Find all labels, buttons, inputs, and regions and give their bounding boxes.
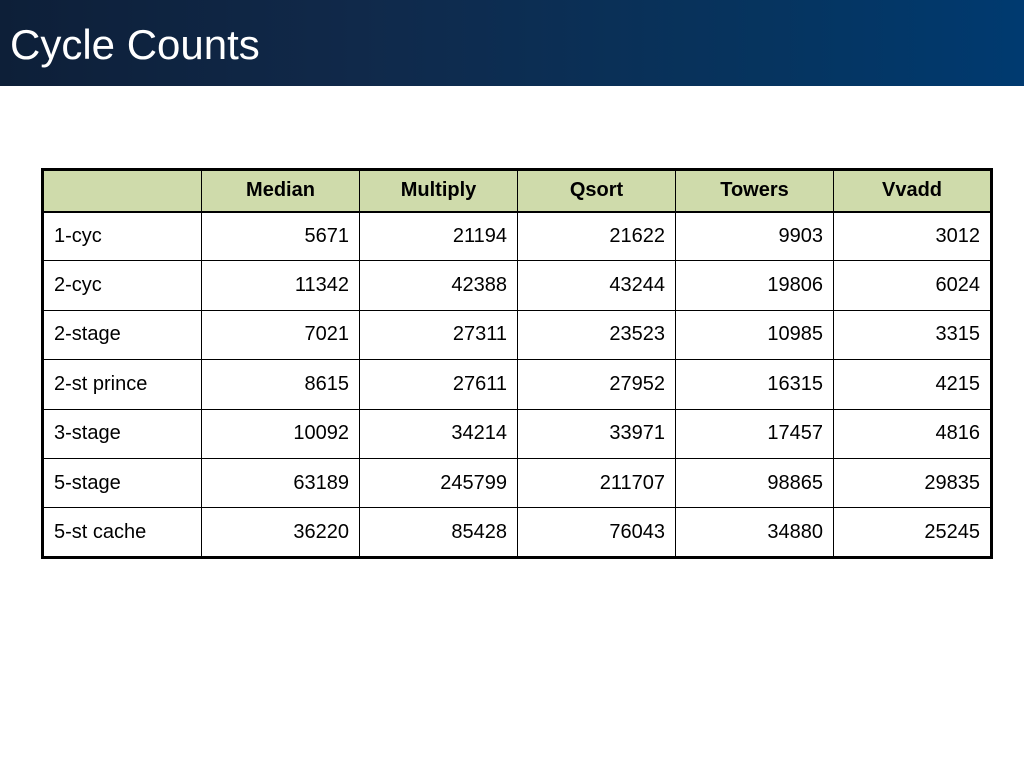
table-cell: 76043 <box>518 508 676 557</box>
table-cell: 3315 <box>834 310 992 359</box>
header-multiply: Multiply <box>360 170 518 212</box>
table-cell: 10092 <box>202 409 360 458</box>
table-cell: 43244 <box>518 261 676 310</box>
table-cell: 7021 <box>202 310 360 359</box>
table-cell: 34880 <box>676 508 834 557</box>
row-label: 2-cyc <box>43 261 202 310</box>
table-cell: 25245 <box>834 508 992 557</box>
row-label: 2-stage <box>43 310 202 359</box>
table-cell: 21194 <box>360 212 518 261</box>
table-cell: 23523 <box>518 310 676 359</box>
table-row <box>43 212 992 261</box>
table-cell: 19806 <box>676 261 834 310</box>
header-median: Median <box>202 170 360 212</box>
header-vvadd: Vvadd <box>834 170 992 212</box>
table-cell: 63189 <box>202 458 360 507</box>
table-cell: 27611 <box>360 360 518 409</box>
table-cell: 245799 <box>360 458 518 507</box>
table-cell: 5671 <box>202 212 360 261</box>
row-label: 3-stage <box>43 409 202 458</box>
table-cell: 4215 <box>834 360 992 409</box>
table-cell: 17457 <box>676 409 834 458</box>
table-cell: 211707 <box>518 458 676 507</box>
header-corner-cell <box>43 170 202 212</box>
table-cell: 10985 <box>676 310 834 359</box>
table-row <box>43 458 992 507</box>
table-cell: 8615 <box>202 360 360 409</box>
table-cell: 33971 <box>518 409 676 458</box>
table-cell: 21622 <box>518 212 676 261</box>
table-cell: 11342 <box>202 261 360 310</box>
table-cell: 6024 <box>834 261 992 310</box>
table-row <box>43 508 992 557</box>
table-cell: 42388 <box>360 261 518 310</box>
row-label: 1-cyc <box>43 212 202 261</box>
table-cell: 85428 <box>360 508 518 557</box>
table-cell: 3012 <box>834 212 992 261</box>
row-label: 5-st cache <box>43 508 202 557</box>
table-header-row <box>43 170 992 212</box>
table-cell: 9903 <box>676 212 834 261</box>
cycle-counts-table <box>41 168 993 559</box>
table-cell: 27952 <box>518 360 676 409</box>
table-cell: 27311 <box>360 310 518 359</box>
table-cell: 34214 <box>360 409 518 458</box>
slide-title: Cycle Counts <box>10 21 260 68</box>
title-bar <box>0 0 1024 86</box>
row-label: 5-stage <box>43 458 202 507</box>
table-cell: 98865 <box>676 458 834 507</box>
table-row <box>43 360 992 409</box>
table-row <box>43 409 992 458</box>
table-row <box>43 310 992 359</box>
header-towers: Towers <box>676 170 834 212</box>
table-cell: 36220 <box>202 508 360 557</box>
header-qsort: Qsort <box>518 170 676 212</box>
table-cell: 29835 <box>834 458 992 507</box>
table-row <box>43 261 992 310</box>
row-label: 2-st prince <box>43 360 202 409</box>
table-cell: 4816 <box>834 409 992 458</box>
table-cell: 16315 <box>676 360 834 409</box>
